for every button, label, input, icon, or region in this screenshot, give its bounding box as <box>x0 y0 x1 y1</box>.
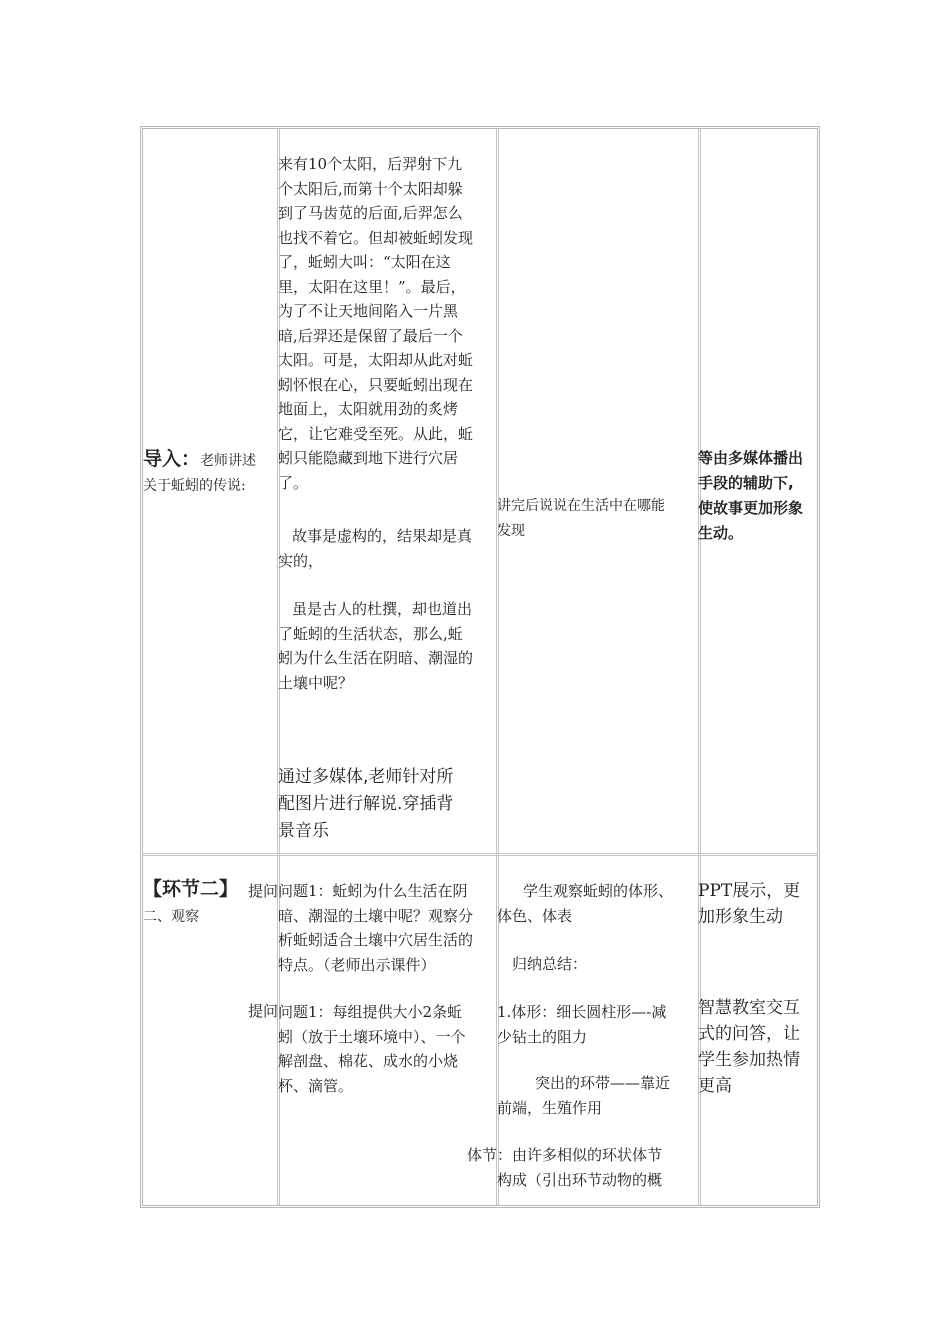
row1-col2-para4 <box>278 764 494 845</box>
section2-heading: 【环节二】 <box>143 878 239 900</box>
para-line: 通过多媒体,老师针对所 <box>278 767 454 787</box>
question-line: 问题1：蚯蚓为什么生活在阴 <box>278 882 468 900</box>
student-activity-line: 讲完后说说在生活中在哪能 <box>497 498 665 514</box>
row2-col4-p2 <box>698 995 816 1099</box>
row1-col2-story <box>278 152 494 495</box>
story-line: 了，蚯蚓大叫：“太阳在这 <box>278 253 451 271</box>
para-line: 配图片进行解说.穿插背 <box>278 794 454 814</box>
para-line: 了蚯蚓的生活状态，那么,蚯 <box>278 624 463 643</box>
observe-line: 体色、体表 <box>497 906 573 925</box>
segment-label: 体节 <box>466 1146 497 1164</box>
row1-col3 <box>497 494 697 543</box>
observe-line: 构成（引出环节动物的概 <box>497 1170 663 1189</box>
story-line: 里，太阳在这里！”。最后， <box>278 277 466 296</box>
row2-col4-p1 <box>698 878 816 930</box>
observe-label: 二、观察 <box>143 909 199 925</box>
row2-col3-p1 <box>497 879 697 928</box>
story-line: 它，让它难受至死。从此，蚯 <box>278 424 474 443</box>
observe-line: 1.体形：细长圆柱形—-减 <box>497 1003 667 1021</box>
para-line: 实的， <box>278 551 324 570</box>
story-line: 也找不着它。但却被蚯蚓发现 <box>278 228 474 247</box>
question-line: 解剖盘、棉花、成水的小烧 <box>278 1052 459 1070</box>
row1-col4 <box>698 446 816 546</box>
story-line: 蚓怀恨在心，只要蚯蚓出现在 <box>278 375 474 394</box>
design-note-line: 智慧教室交互 <box>698 998 800 1018</box>
question-line: 杯、滴管。 <box>278 1076 354 1095</box>
student-activity-line: 发现 <box>497 522 525 539</box>
question-line: 特点。（老师出示课件） <box>278 955 436 974</box>
design-note-line: 更高 <box>698 1076 732 1096</box>
intro-line2: 关于蚯蚓的传说: <box>143 478 246 494</box>
story-line: 地面上，太阳就用劲的炙烤 <box>278 400 459 418</box>
para-line: 土壤中呢？ <box>278 673 354 692</box>
design-note-line: 加形象生动 <box>698 907 783 927</box>
observe-line: 突出的环带——靠近 <box>535 1074 671 1092</box>
observe-line: 前端，生殖作用 <box>497 1098 603 1117</box>
observe-line: 少钻土的阻力 <box>497 1027 588 1046</box>
question-tag: 提问 <box>247 1002 278 1020</box>
story-line: 蚓只能隐藏到地下进行穴居 <box>278 449 459 467</box>
para-line: 故事是虚构的，结果却是真 <box>292 527 473 545</box>
para-line: 虽是古人的杜撰，却也道出 <box>292 600 473 618</box>
row2-col3-p3 <box>497 1000 697 1049</box>
para-line: 蚓为什么生活在阴暗、潮湿的 <box>278 649 474 667</box>
row1-col1 <box>143 446 278 498</box>
summary-label: 归纳总结： <box>512 955 588 973</box>
intro-tail: 老师讲述 <box>200 453 257 469</box>
para-line: 景音乐 <box>278 821 329 841</box>
question-line: 析蚯蚓适合土壤中穴居生活的 <box>278 931 474 949</box>
question-line: 问题1：每组提供大小2条蚯 <box>278 1003 463 1021</box>
design-note-line: 式的问答，让 <box>698 1024 800 1044</box>
row1-col2-para3 <box>278 597 494 695</box>
story-line: 个太阳后,而第十个太阳却躲 <box>278 179 463 198</box>
story-line: 为了不让天地间陷入一片黑 <box>278 302 459 320</box>
story-line: 来有10个太阳，后羿射下九 <box>278 155 463 173</box>
design-note-line: PPT展示，更 <box>698 881 801 901</box>
row1-col2-para2 <box>278 524 494 573</box>
row2-col3-p4 <box>497 1071 697 1120</box>
intro-heading: 导入： <box>143 448 201 470</box>
question-line: 暗、潮湿的土壤中呢？观察分 <box>278 906 474 925</box>
design-note-line: 使故事更加形象 <box>698 499 804 517</box>
row2-col2-q2 <box>278 1000 494 1098</box>
design-note-line: 手段的辅助下, <box>698 474 794 492</box>
story-line: 暗,后羿还是保留了最后一个 <box>278 326 463 345</box>
story-line: 到了马齿苋的后面,后羿怎么 <box>278 204 463 222</box>
row2-col3-p5 <box>497 1143 697 1192</box>
row-divider <box>143 853 817 856</box>
story-line: 太阳。可是，太阳却从此对蚯 <box>278 351 474 369</box>
question-tag: 提问 <box>247 882 278 900</box>
row2-col2-q1 <box>278 879 494 977</box>
design-note-line: 学生参加热情 <box>698 1050 800 1070</box>
question-line: 蚓（放于土壤环境中）、一个 <box>278 1027 466 1046</box>
row2-col1 <box>143 877 278 1020</box>
story-line: 了。 <box>278 473 309 492</box>
design-note-line: 等由多媒体播出 <box>698 449 804 467</box>
observe-line: ：由许多相似的环状体节 <box>497 1146 663 1164</box>
design-note-line: 生动。 <box>698 524 744 542</box>
observe-line: 学生观察蚯蚓的体形、 <box>523 882 674 900</box>
